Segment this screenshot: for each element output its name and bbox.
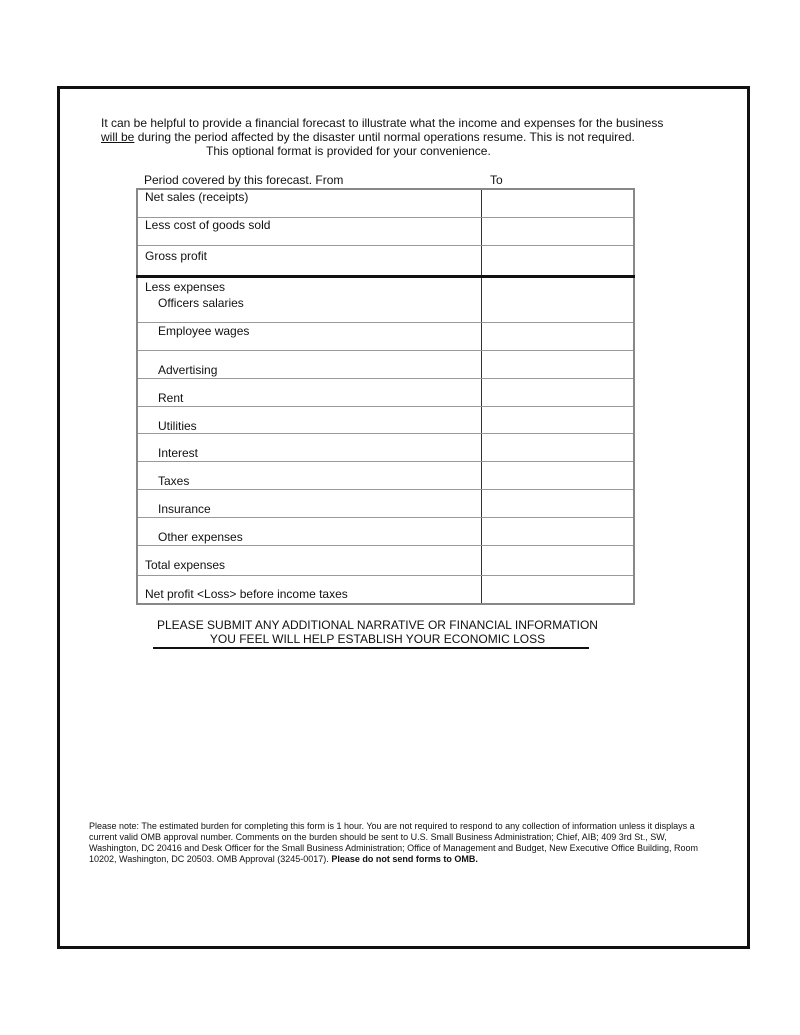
row-label-cell xyxy=(137,322,481,350)
row-label: Net sales (receipts) xyxy=(145,190,249,204)
intro-line3: This optional format is provided for your convenience. xyxy=(206,144,491,158)
row-label-cell xyxy=(137,350,481,378)
table-row xyxy=(137,378,634,406)
intro-line1: It can be helpful to provide a financial forecast to illustrate what the income and expenses for the business xyxy=(101,116,664,130)
amount-field[interactable] xyxy=(481,350,634,378)
burden-note xyxy=(89,821,714,865)
amount-field[interactable] xyxy=(481,461,634,489)
row-label: Other expenses xyxy=(158,529,243,544)
amount-field[interactable] xyxy=(481,217,634,245)
table-row xyxy=(137,245,634,276)
amount-field[interactable] xyxy=(481,189,634,217)
row-label: Less expenses xyxy=(145,279,226,294)
amount-field[interactable] xyxy=(481,545,634,575)
row-label-cell xyxy=(137,489,481,517)
row-label-cell xyxy=(137,433,481,461)
table-row xyxy=(137,489,634,517)
table-row xyxy=(137,322,634,350)
amount-field[interactable] xyxy=(481,378,634,406)
amount-field[interactable] xyxy=(481,575,634,604)
intro-underlined-text: will be xyxy=(101,130,135,144)
amount-field[interactable] xyxy=(481,322,634,350)
row-label-cell xyxy=(137,245,481,276)
row-label-cell xyxy=(137,406,481,433)
amount-field[interactable] xyxy=(481,406,634,433)
forecast-table xyxy=(136,188,635,605)
row-label-cell xyxy=(137,217,481,245)
table-row xyxy=(137,433,634,461)
row-label: Utilities xyxy=(158,418,197,433)
amount-field[interactable] xyxy=(481,276,634,322)
row-label-cell xyxy=(137,276,481,322)
row-label: Advertising xyxy=(158,362,218,377)
note-text: Please note: The estimated burden for completing this form is 1 hour. You are not required to respond to any collection of information unless it displays a current valid OMB approval number. Comments on the burden should be sent to U.S. Small Business Administration; Chief, AIB; 409 3rd St., SW, Washington, DC 20416 and Desk Officer for the Small Business Administration; Office of Management and Budget, New Executive Office Building, Room 10202, Washington, DC 20503. OMB Approval (3245-0017). xyxy=(89,821,698,864)
table-row xyxy=(137,217,634,245)
table-row xyxy=(137,461,634,489)
row-label-cell xyxy=(137,461,481,489)
submit-notice xyxy=(100,618,655,646)
row-sublabel: Officers salaries xyxy=(158,295,244,310)
row-label: Total expenses xyxy=(145,557,226,572)
row-label: Net profit <Loss> before income taxes xyxy=(145,586,348,601)
amount-field[interactable] xyxy=(481,433,634,461)
amount-field[interactable] xyxy=(481,517,634,545)
row-label-cell xyxy=(137,378,481,406)
note-bold: Please do not send forms to OMB. xyxy=(331,854,478,864)
submit-line1: PLEASE SUBMIT ANY ADDITIONAL NARRATIVE OR FINANCIAL INFORMATION xyxy=(157,618,598,632)
table-row xyxy=(137,189,634,217)
row-label-cell xyxy=(137,517,481,545)
table-row xyxy=(137,575,634,604)
amount-field[interactable] xyxy=(481,245,634,276)
amount-field[interactable] xyxy=(481,489,634,517)
period-to-label: To xyxy=(490,173,503,187)
table-row xyxy=(137,406,634,433)
row-label: Less cost of goods sold xyxy=(145,217,271,232)
table-row xyxy=(137,350,634,378)
row-label: Taxes xyxy=(158,473,190,488)
table-row xyxy=(137,276,634,322)
table-row xyxy=(137,545,634,575)
intro-text xyxy=(101,116,663,158)
submit-line2: YOU FEEL WILL HELP ESTABLISH YOUR ECONOMIC LOSS xyxy=(209,632,546,646)
period-from-label: Period covered by this forecast. From xyxy=(144,173,344,187)
row-label: Employee wages xyxy=(158,323,250,338)
row-label: Gross profit xyxy=(145,248,208,263)
signature-rule xyxy=(153,647,589,649)
row-label-cell xyxy=(137,189,481,217)
row-label: Insurance xyxy=(158,501,211,516)
row-label: Interest xyxy=(158,445,199,460)
row-label: Rent xyxy=(158,390,184,405)
intro-line2: during the period affected by the disaster until normal operations resume. This is not required. xyxy=(134,130,635,144)
table-row xyxy=(137,517,634,545)
row-label-cell xyxy=(137,575,481,604)
row-label-cell xyxy=(137,545,481,575)
